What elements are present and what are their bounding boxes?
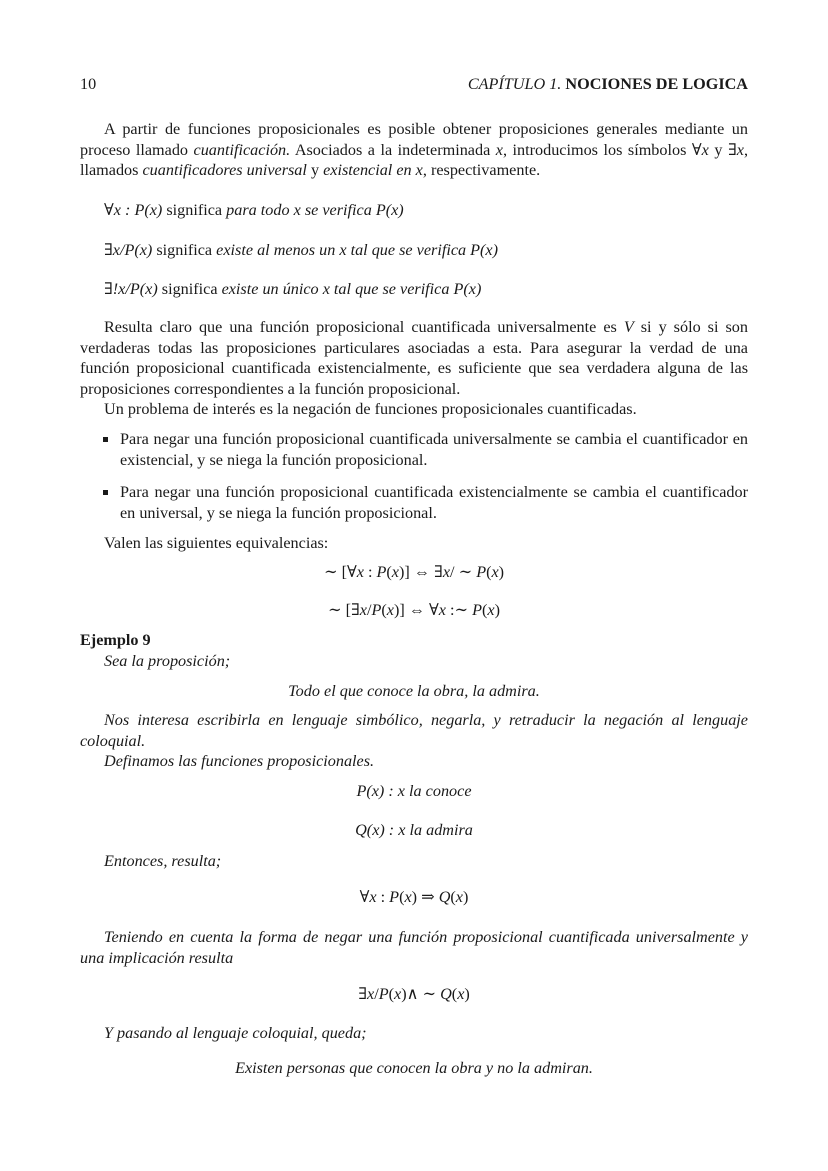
text-segment: significa xyxy=(162,201,227,219)
text-segment: y ∃ xyxy=(708,140,737,159)
text-segment: / ∼ xyxy=(450,563,477,581)
text-segment: ∼ [∃ xyxy=(328,601,360,619)
bullet-item-universal xyxy=(80,429,748,470)
bullet-item-existential xyxy=(80,482,748,523)
text-segment: Asociados a la indeterminada xyxy=(290,140,496,159)
text-segment: / xyxy=(374,985,379,1003)
text-segment: ∃ xyxy=(358,985,368,1003)
text-segment: P xyxy=(376,563,387,581)
text-segment: x xyxy=(455,888,463,906)
negated-form xyxy=(80,984,748,1005)
bullet-square-icon xyxy=(103,490,108,495)
text-segment: existencial en x xyxy=(323,161,423,179)
example-text xyxy=(80,751,772,772)
text-segment: : xyxy=(376,888,390,906)
example-proposition xyxy=(80,681,748,702)
example-text xyxy=(80,651,772,672)
text-segment: )∧ ∼ xyxy=(401,985,441,1003)
text-segment: ( xyxy=(451,985,458,1003)
text-segment: Nos interesa escribirla en lenguaje simbólico, negarla, y retraducir la negación al lenguaje coloquial. xyxy=(80,711,748,750)
text-segment: , respectivamente. xyxy=(422,161,541,179)
text-segment: existe al menos un x tal que se verifica P(x) xyxy=(216,241,499,259)
text-segment: Para negar una función proposicional cuantificada existencialmente se cambia el cuantificador en universal, y se niega la función proposicional. xyxy=(120,483,748,522)
example-text xyxy=(80,851,772,872)
text-segment: x xyxy=(369,888,377,906)
text-segment: P xyxy=(476,563,487,581)
text-segment: Y pasando al lenguaje coloquial, queda; xyxy=(104,1024,367,1042)
text-segment: x xyxy=(487,601,495,619)
text-segment: ∀x : P(x) xyxy=(104,201,163,219)
text-segment: P(x) : x la conoce xyxy=(356,782,472,800)
truth-paragraph xyxy=(80,317,748,399)
definition-forall xyxy=(80,200,772,221)
text-segment: ) ⇒ xyxy=(411,888,439,906)
text-segment: ( xyxy=(450,888,456,906)
text-segment: ) xyxy=(464,985,470,1003)
text-segment: Resulta claro que una función proposicional cuantificada universalmente es xyxy=(104,318,624,336)
function-p xyxy=(80,781,748,802)
text-segment: )] ⇔ ∀ xyxy=(393,601,439,619)
text-segment: Definamos las funciones proposicionales. xyxy=(104,752,375,770)
text-segment: / xyxy=(366,601,372,619)
text-segment: Q xyxy=(440,985,452,1003)
text-segment: x xyxy=(356,563,364,581)
text-segment: Ejemplo 9 xyxy=(80,631,151,649)
text-segment: existe un único x tal que se verifica P(x) xyxy=(221,280,482,298)
text-segment: , llamados xyxy=(80,140,749,179)
text-segment: )] ⇔ ∃ xyxy=(398,563,443,581)
text-segment: ( xyxy=(381,601,387,619)
text-segment: x xyxy=(391,563,399,581)
text-segment: x xyxy=(386,601,394,619)
example-text xyxy=(80,1023,772,1044)
text-segment: si y sólo si son verdaderas todas las proposiciones particulares asociadas a esta. Para asegurar la verdad de una función proposicional cuantificada existencialmente, es suficiente que sea verdadera alguna de las proposiciones correspondientes a la función proposicional. xyxy=(80,318,748,398)
page-number: 10 xyxy=(80,75,97,93)
text-segment: ∃!x/P(x) xyxy=(104,280,158,298)
text-segment: ( xyxy=(386,563,392,581)
text-segment: ( xyxy=(482,601,488,619)
equivalences-intro xyxy=(80,533,772,554)
text-segment: , introducimos los símbolos ∀ xyxy=(502,140,702,159)
equivalence-1 xyxy=(80,562,748,583)
negation-intro xyxy=(80,399,772,420)
text-segment: x xyxy=(491,563,499,581)
text-segment: Sea la proposición; xyxy=(104,652,231,670)
text-segment: : xyxy=(363,563,377,581)
definition-exists xyxy=(80,240,772,261)
text-segment: ) xyxy=(498,563,505,581)
text-segment: cuantificación. xyxy=(193,140,291,159)
symbolic-form xyxy=(80,887,748,908)
equivalence-2 xyxy=(80,600,748,621)
text-segment: Q(x) : x la admira xyxy=(355,821,473,839)
text-segment: ) xyxy=(462,888,469,906)
text-segment: Q xyxy=(438,888,451,906)
function-q xyxy=(80,820,748,841)
text-segment: x xyxy=(495,140,503,159)
definition-exists-unique xyxy=(80,279,772,300)
text-segment: ( xyxy=(388,985,394,1003)
text-segment: Entonces, resulta; xyxy=(104,852,222,870)
text-segment: P xyxy=(378,985,389,1003)
text-segment: ( xyxy=(486,563,492,581)
bullet-text xyxy=(120,482,748,523)
text-segment: Todo el que conoce la obra, la admira. xyxy=(288,682,540,700)
bullet-text xyxy=(120,429,748,470)
text-segment: ∼ [∀ xyxy=(323,563,357,581)
running-head xyxy=(468,75,748,94)
text-segment: para todo x se verifica P(x) xyxy=(226,201,404,219)
text-segment: A partir de funciones proposicionales es posible obtener proposiciones generales mediante un proceso llamado xyxy=(80,120,748,159)
text-segment: Existen personas que conocen la obra y no la admiran. xyxy=(235,1059,593,1077)
text-segment: ( xyxy=(399,888,405,906)
text-segment: x xyxy=(438,601,446,619)
text-segment: significa xyxy=(157,280,222,298)
text-segment: x xyxy=(701,140,709,159)
text-segment: P xyxy=(371,601,382,619)
text-segment: ) xyxy=(494,601,500,619)
text-segment: Valen las siguientes equivalencias: xyxy=(104,534,329,552)
chapter-prefix: CAPÍTULO 1. xyxy=(467,75,562,93)
text-segment: x xyxy=(404,888,412,906)
text-segment: cuantificadores universal xyxy=(142,161,307,179)
colloquial-negation xyxy=(80,1058,748,1079)
chapter-title: NOCIONES DE LOGICA xyxy=(565,75,748,93)
text-segment: y xyxy=(306,161,324,179)
text-segment: ∃x/P(x) xyxy=(104,241,153,259)
text-segment: x xyxy=(367,985,375,1003)
text-segment: x xyxy=(394,985,402,1003)
text-segment: P xyxy=(389,888,400,906)
text-segment: ∀ xyxy=(359,888,370,906)
text-segment: x xyxy=(457,985,465,1003)
text-segment: x xyxy=(359,601,367,619)
example-text xyxy=(80,710,748,751)
text-segment: Teniendo en cuenta la forma de negar una función proposicional cuantificada universalmente y una implicación resulta xyxy=(80,928,748,967)
text-segment: x xyxy=(736,140,744,159)
text-segment: P xyxy=(472,601,483,619)
text-segment: V xyxy=(623,318,634,336)
text-segment: :∼ xyxy=(445,601,473,619)
text-segment: Un problema de interés es la negación de funciones proposicionales cuantificadas. xyxy=(104,400,637,418)
text-segment: x xyxy=(442,563,451,581)
bullet-square-icon xyxy=(103,437,108,442)
example-heading xyxy=(80,630,748,651)
example-text xyxy=(80,927,748,968)
text-segment: Para negar una función proposicional cuantificada universalmente se cambia el cuantificador en existencial, y se niega la función proposicional. xyxy=(120,430,748,469)
intro-paragraph xyxy=(80,119,748,181)
text-segment: significa xyxy=(152,241,217,259)
